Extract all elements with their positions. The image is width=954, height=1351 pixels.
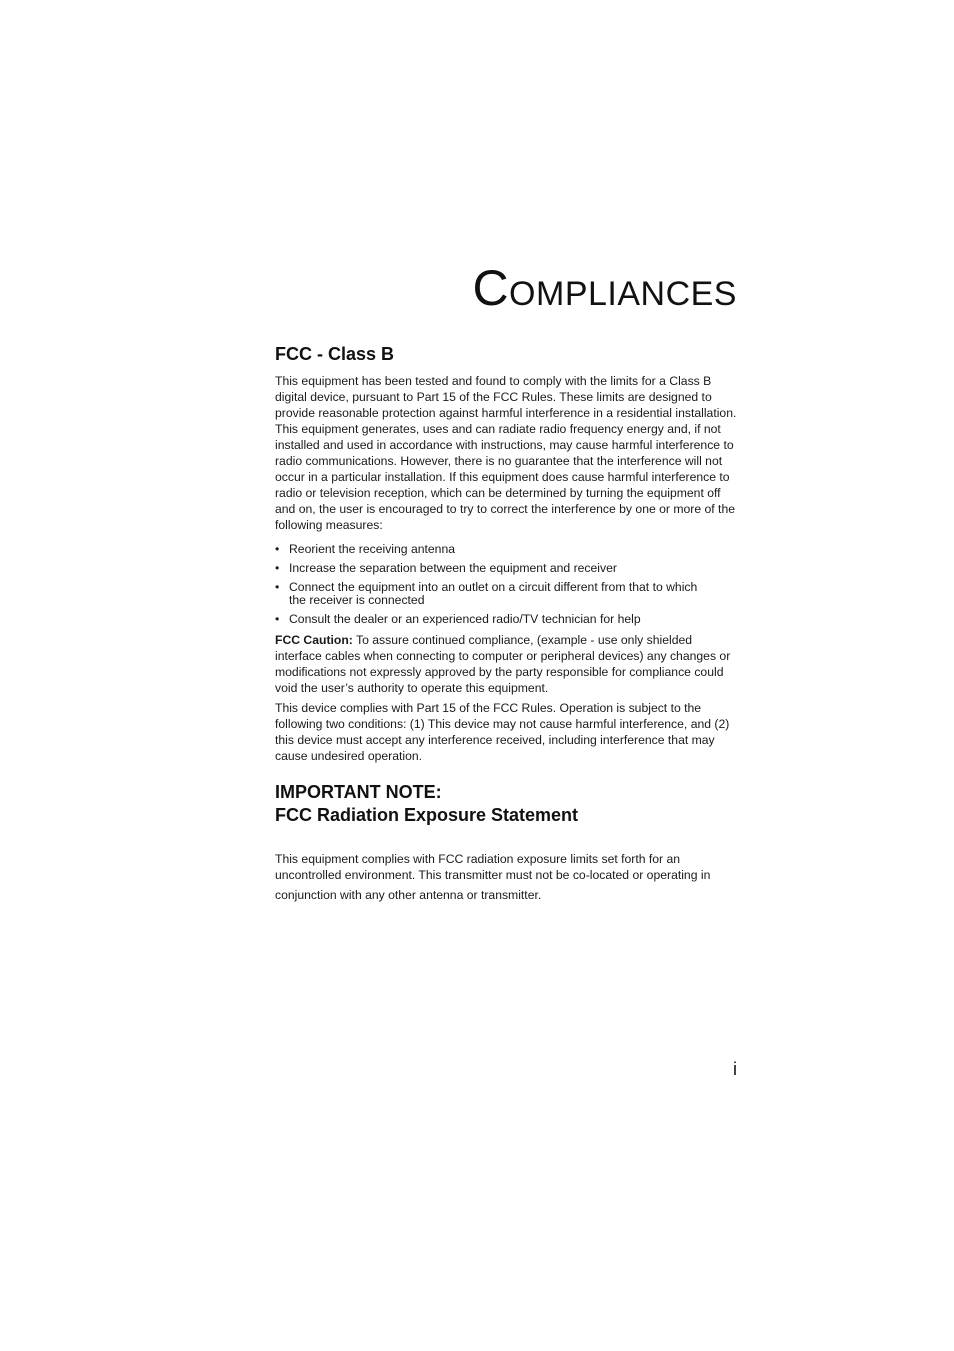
- page-title: [275, 258, 737, 324]
- list-item: [275, 581, 699, 607]
- fcc-caution-label: FCC Caution:: [275, 633, 353, 647]
- radiation-exposure-text: This equipment complies with FCC radiation exposure limits set forth for an uncontrolled environment. This transmitter must not be co-located or operating in: [275, 852, 711, 882]
- important-note-heading-line1: IMPORTANT NOTE:: [275, 782, 442, 802]
- fcc-class-b-intro: This equipment has been tested and found to comply with the limits for a Class B digital device, pursuant to Part 15 of the FCC Rules. These limits are designed to provide reasonable protection against harmful interference in a residential installation. This equipment generates, uses and can radiate radio frequency energy and, if not installed and used in accordance with instructions, may cause harmful interference to radio communications. However, there is no guarantee that the interference will not occur in a particular installation. If this equipment does cause harmful interference to radio or television reception, which can be determined by turning the equipment off and on, the user is encouraged to try to correct the interference by one or more of the following measures:: [275, 374, 737, 532]
- bullet-icon: •: [275, 542, 280, 556]
- bullet-icon: •: [275, 561, 280, 575]
- list-item-text: Consult the dealer or an experienced radio/TV technician for help: [289, 612, 641, 626]
- page-content: [275, 343, 737, 907]
- fcc-caution-text: To assure continued compliance, (example - use only shielded interface cables when connecting to computer or peripheral devices) any changes or modifications not expressly approved by the party responsible for compliance could void the user’s authority to operate this equipment.: [275, 633, 731, 695]
- part15-conditions-paragraph: This device complies with Part 15 of the FCC Rules. Operation is subject to the following two conditions: (1) This device may not cause harmful interference, and (2) this device must accept any interference received, including interference that may cause undesired operation.: [275, 701, 730, 763]
- list-item-text: Increase the separation between the equipment and receiver: [289, 561, 617, 575]
- bullet-icon: •: [275, 612, 280, 626]
- page-number: i: [733, 1059, 737, 1079]
- bullet-icon: •: [275, 580, 280, 594]
- radiation-exposure-paragraph: [275, 851, 737, 903]
- fcc-caution-paragraph: [275, 632, 737, 696]
- list-item-text: Connect the equipment into an outlet on a circuit different from that to which the receiver is connected: [289, 580, 698, 607]
- important-note-heading-line2: FCC Radiation Exposure Statement: [275, 805, 579, 825]
- list-item: [275, 613, 737, 626]
- list-item: [275, 562, 737, 575]
- fcc-class-b-heading: FCC - Class B: [275, 344, 395, 364]
- list-item-text: Reorient the receiving antenna: [289, 542, 455, 556]
- page-title-initial: C: [472, 260, 510, 316]
- important-note-heading: [275, 781, 737, 827]
- list-item: [275, 543, 737, 556]
- radiation-exposure-text-end: conjunction with any other antenna or transmitter.: [275, 888, 542, 902]
- page-title-rest: OMPLIANCES: [509, 275, 737, 313]
- interference-measures-list: [275, 543, 737, 626]
